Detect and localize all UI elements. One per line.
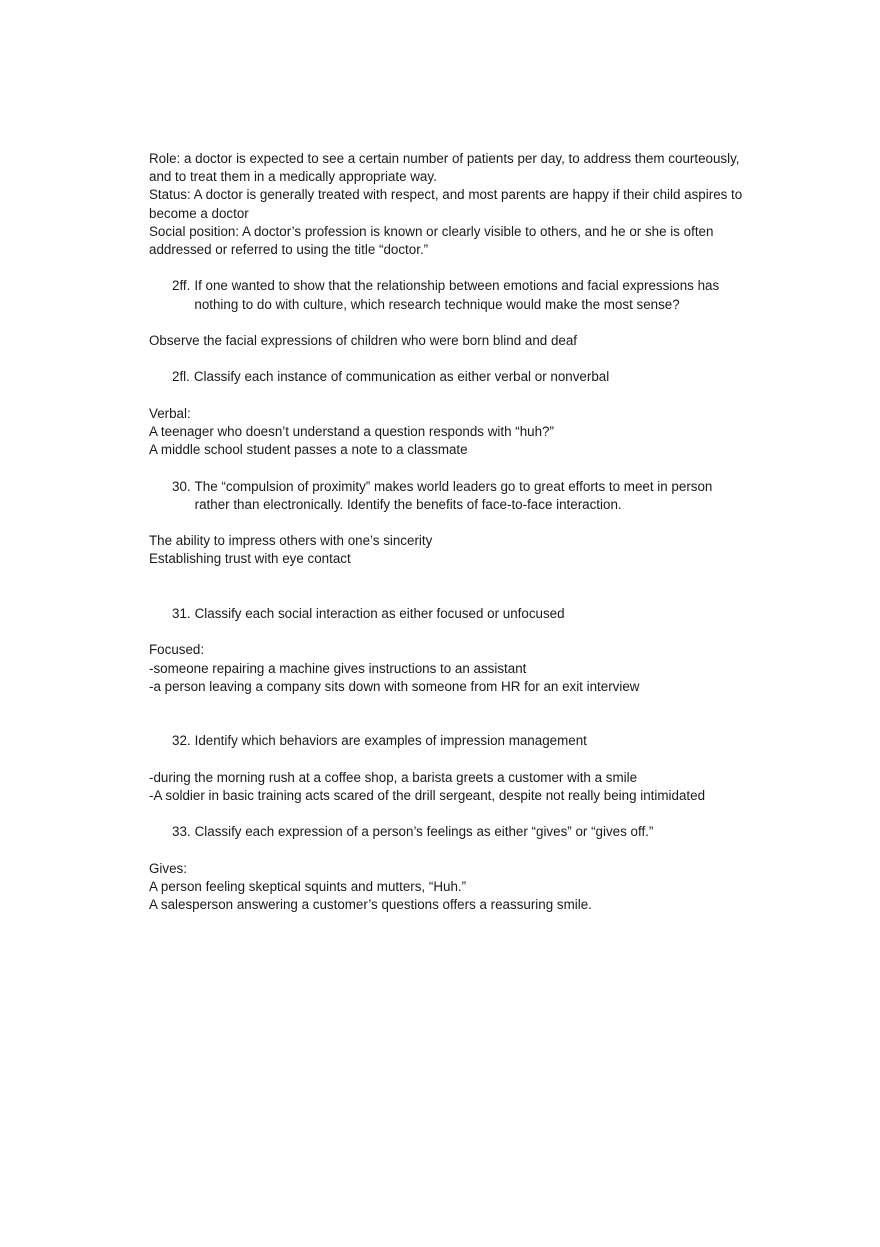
spacer <box>149 751 749 769</box>
spacer <box>149 696 749 732</box>
spacer <box>149 459 749 477</box>
spacer <box>149 569 749 605</box>
answer-item: A middle school student passes a note to a classmate <box>149 442 468 458</box>
question-text: If one wanted to show that the relationship between emotions and facial expressions has nothing to do with culture, which research technique would make the most sense? <box>194 278 720 312</box>
question-number: 33. <box>172 824 191 840</box>
social-position-paragraph: Social position: A doctor’s profession is known or clearly visible to others, and he or she is often addressed or referred to using the title “doctor.” <box>149 223 714 258</box>
answer-2ff: Observe the facial expressions of children who were born blind and deaf <box>149 333 578 348</box>
spacer <box>149 623 749 641</box>
spacer <box>149 314 749 332</box>
spacer <box>149 350 749 368</box>
answer-heading-verbal: Verbal: <box>149 405 191 421</box>
question-text: Classify each expression of a person’s feelings as either “gives” or “gives off.” <box>194 824 654 840</box>
answer-item: The ability to impress others with one’s sincerity <box>149 533 433 549</box>
answer-heading-gives: Gives: <box>149 860 187 876</box>
question-number: 2ff. <box>172 278 191 294</box>
role-paragraph: Role: a doctor is expected to see a certain number of patients per day, to address them courteously, and to treat them in a medically appropriate way. <box>149 151 740 185</box>
answer-item: Establishing trust with eye contact <box>149 551 351 567</box>
answer-item: -someone repairing a machine gives instructions to an assistant <box>149 660 527 676</box>
document-body <box>149 150 749 914</box>
question-31 <box>149 605 749 623</box>
answer-item: A teenager who doesn’t understand a question responds with “huh?” <box>149 423 554 439</box>
spacer <box>149 805 749 823</box>
answer-item: -during the morning rush at a coffee shop, a barista greets a customer with a smile <box>149 769 638 785</box>
question-2fl <box>149 368 749 386</box>
answer-item: A person feeling skeptical squints and mutters, “Huh.” <box>149 878 467 894</box>
question-32 <box>149 732 749 750</box>
answer-item: A salesperson answering a customer’s questions offers a reassuring smile. <box>149 897 592 913</box>
question-number: 32. <box>172 733 191 749</box>
question-text: Classify each instance of communication as either verbal or nonverbal <box>193 369 610 385</box>
question-number: 2fl. <box>172 369 190 385</box>
answer-item: -A soldier in basic training acts scared of the drill sergeant, despite not really being intimidated <box>149 787 706 803</box>
question-text: Identify which behaviors are examples of impression management <box>194 733 587 749</box>
status-paragraph: Status: A doctor is generally treated with respect, and most parents are happy if their child aspires to become a doctor <box>149 187 743 221</box>
question-30 <box>149 478 749 514</box>
answer-item: -a person leaving a company sits down with someone from HR for an exit interview <box>149 678 640 694</box>
spacer <box>149 842 749 860</box>
question-2ff <box>149 277 749 313</box>
question-number: 30. <box>172 478 191 494</box>
spacer <box>149 514 749 532</box>
question-number: 31. <box>172 605 191 621</box>
answer-heading-focused: Focused: <box>149 642 205 658</box>
question-text: Classify each social interaction as either focused or unfocused <box>194 605 565 621</box>
question-text: The “compulsion of proximity” makes world leaders go to great efforts to meet in person rather than electronically. Identify the benefits of face-to-face interaction. <box>194 478 713 512</box>
spacer <box>149 387 749 405</box>
spacer <box>149 259 749 277</box>
question-33 <box>149 823 749 841</box>
